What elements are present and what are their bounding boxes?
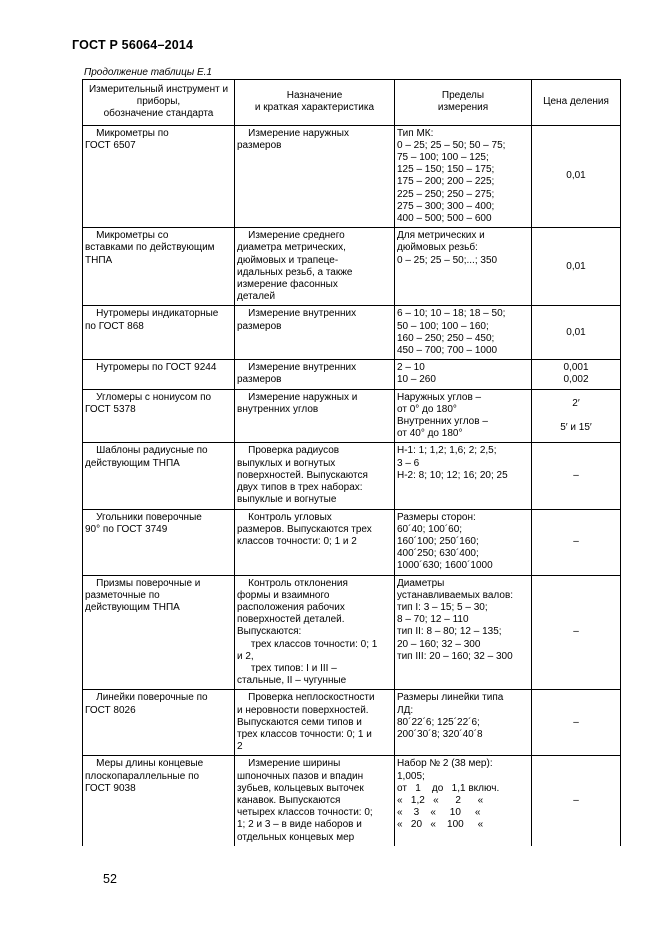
cell-limits: Диаметры устанавливаемых валов: тип I: 3 – 15; 5 – 30; 8 – 70; 12 – 110 тип II: 8 – 80; 12 – 135; 20 – 160; 32 – 300 тип III: 20 – 160; 32 – 300: [395, 575, 532, 690]
cell-purpose: Измерение внутренних размеров: [235, 360, 395, 389]
cell-instrument: Микрометры по ГОСТ 6507: [83, 125, 235, 228]
cell-instrument: Шаблоны радиусные по действующим ТНПА: [83, 443, 235, 509]
cell-purpose: Контроль угловых размеров. Выпускаются трех классов точности: 0; 1 и 2: [235, 509, 395, 575]
cell-limits: Размеры сторон: 60´40; 100´60; 160´100; 250´160; 400´250; 630´400; 1000´630; 1600´1000: [395, 509, 532, 575]
cell-limits: Для метрических и дюймовых резьб: 0 – 25; 25 – 50;...; 350: [395, 228, 532, 306]
table-row: [83, 443, 621, 509]
cell-limits: 2 – 10 10 – 260: [395, 360, 532, 389]
cell-instrument: Угломеры с нониусом по ГОСТ 5378: [83, 389, 235, 443]
cell-purpose: Проверка радиусов выпуклых и вогнутых поверхностей. Выпускаются двух типов в трех наборах: выпуклые и вогнутые: [235, 443, 395, 509]
table-row: [83, 509, 621, 575]
cell-purpose: Измерение среднего диаметра метрических, дюймовых и трапеце- идальных резьб, а также измерение фасонных деталей: [235, 228, 395, 306]
table-row: [83, 125, 621, 228]
cell-limits: Наружных углов – от 0° до 180° Внутренних углов – от 40° до 180°: [395, 389, 532, 443]
header-limits: Пределы измерения: [395, 80, 532, 126]
table-row: [83, 389, 621, 443]
cell-limits: Набор № 2 (38 мер): 1,005; от 1 до 1,1 включ. « 1,2 « 2 « « 3 « 10 « « 20 « 100 «: [395, 756, 532, 846]
cell-instrument: Микрометры со вставками по действующим ТНПА: [83, 228, 235, 306]
cell-limits: Тип МК: 0 – 25; 25 – 50; 50 – 75; 75 – 100; 100 – 125; 125 – 150; 150 – 175; 175 – 200; 200 – 225; 225 – 250; 250 – 275; 275 – 300; 300 – 400; 400 – 500; 500 – 600: [395, 125, 532, 228]
cell-division: –: [532, 690, 621, 756]
cell-division: 0,001 0,002: [532, 360, 621, 389]
cell-purpose: Контроль отклонения формы и взаимного расположения рабочих поверхностей деталей. Выпускаются: трех классов точности: 0; 1 и 2, трех типов: I и III – стальные, II – чугунные: [235, 575, 395, 690]
cell-division: –: [532, 756, 621, 846]
cell-limits: Размеры линейки типа ЛД: 80´22´6; 125´22´6; 200´30´8; 320´40´8: [395, 690, 532, 756]
cell-purpose: Проверка неплоскостности и неровности поверхностей. Выпускаются семи типов и трех классов точности: 0; 1 и 2: [235, 690, 395, 756]
cell-division: –: [532, 509, 621, 575]
table-header-row: [83, 80, 621, 126]
cell-instrument: Меры длины концевые плоскопараллельные по ГОСТ 9038: [83, 756, 235, 846]
table-row: [83, 575, 621, 690]
header-instrument: Измерительный инструмент и приборы, обозначение стандарта: [83, 80, 235, 126]
cell-division: –: [532, 575, 621, 690]
cell-instrument: Линейки поверочные по ГОСТ 8026: [83, 690, 235, 756]
header-division: Цена деления: [532, 80, 621, 126]
page-number: 52: [103, 872, 117, 886]
table-row: [83, 756, 621, 846]
cell-limits: Н-1: 1; 1,2; 1,6; 2; 2,5; 3 – 6 Н-2: 8; 10; 12; 16; 20; 25: [395, 443, 532, 509]
cell-limits: 6 – 10; 10 – 18; 18 – 50; 50 – 100; 100 – 160; 160 – 250; 250 – 450; 450 – 700; 700 – 1000: [395, 306, 532, 360]
cell-instrument: Угольники поверочные 90° по ГОСТ 3749: [83, 509, 235, 575]
table-row: [83, 306, 621, 360]
instruments-table: [82, 79, 621, 846]
table-caption: Продолжение таблицы Е.1: [84, 67, 212, 78]
header-purpose: Назначение и краткая характеристика: [235, 80, 395, 126]
document-title: ГОСТ Р 56064–2014: [72, 38, 194, 52]
table-row: [83, 690, 621, 756]
table-row: [83, 228, 621, 306]
cell-instrument: Призмы поверочные и разметочные по действующим ТНПА: [83, 575, 235, 690]
cell-division: 0,01: [532, 228, 621, 306]
cell-division: –: [532, 443, 621, 509]
cell-purpose: Измерение наружных и внутренних углов: [235, 389, 395, 443]
table-row: [83, 360, 621, 389]
cell-purpose: Измерение наружных размеров: [235, 125, 395, 228]
cell-purpose: Измерение внутренних размеров: [235, 306, 395, 360]
cell-division: 0,01: [532, 306, 621, 360]
cell-purpose: Измерение ширины шпоночных пазов и впадин зубьев, кольцевых выточек канавок. Выпускаются четырех классов точности: 0; 1; 2 и 3 – в виде наборов и отдельных концевых мер: [235, 756, 395, 846]
cell-instrument: Нутромеры по ГОСТ 9244: [83, 360, 235, 389]
cell-division: 2′ 5′ и 15′: [532, 389, 621, 443]
cell-instrument: Нутромеры индикаторные по ГОСТ 868: [83, 306, 235, 360]
cell-division: 0,01: [532, 125, 621, 228]
